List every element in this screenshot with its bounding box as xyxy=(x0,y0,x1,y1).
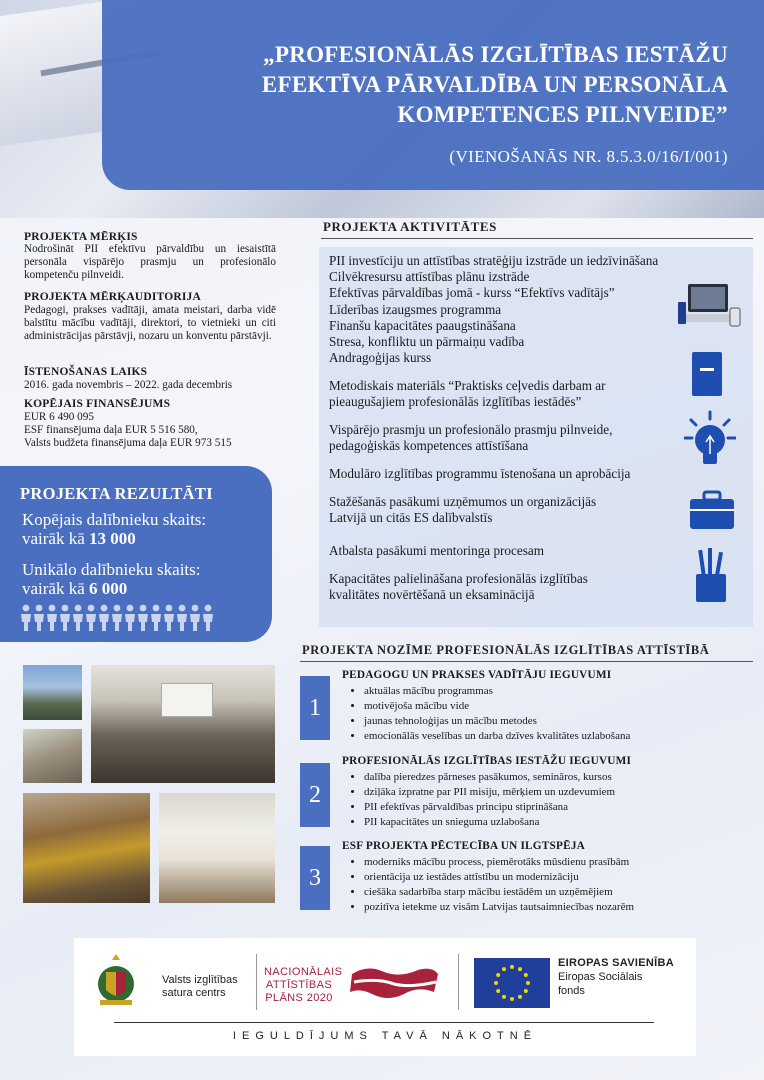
title-line-2: EFEKTĪVA PĀRVALDĪBA UN PERSONĀLA xyxy=(261,72,728,97)
results-total-value xyxy=(22,529,136,548)
presentation-screen xyxy=(161,683,213,717)
time-heading: ĪSTENOŠANAS LAIKS xyxy=(24,366,148,378)
activity-item: Kapacitātes palielināšana profesionālās izglītības xyxy=(329,571,588,586)
eu-star-icon xyxy=(510,965,514,969)
eu-flag-logo xyxy=(474,958,550,1008)
photo-workshop xyxy=(23,729,82,783)
activity-item: Stažēšanās pasākumi uzņēmumos un organizācijās xyxy=(329,494,597,509)
activity-item: pedagoģiskās kompetences attīstīšana xyxy=(329,438,529,453)
activity-item: kvalitātes novērtēšanā un eksaminācijā xyxy=(329,587,535,602)
activities-divider xyxy=(321,238,753,239)
activity-item: Cilvēkresursu attīstības plānu izstrāde xyxy=(329,269,530,284)
footer-rule xyxy=(114,1022,654,1023)
eu-star-icon xyxy=(518,995,522,999)
activity-item: Efektīvas pārvaldības jomā - kurss “Efektīvs vadītājs” xyxy=(329,285,615,300)
eu-star-icon xyxy=(496,989,500,993)
finance-total: EUR 6 490 095 xyxy=(24,411,94,423)
list-item: • motivējoša mācību vide xyxy=(364,699,630,714)
eu-line-3: fonds xyxy=(558,985,585,997)
eu-star-icon xyxy=(494,981,498,985)
activities-heading: PROJEKTA AKTIVITĀTES xyxy=(323,219,497,234)
person-icon xyxy=(190,605,200,631)
results-heading: PROJEKTA REZULTĀTI xyxy=(20,484,213,503)
pencil-cup-icon xyxy=(692,546,732,604)
list-item: • ciešāka sadarbība starp mācību iestādēm un uzņēmējiem xyxy=(364,885,634,900)
results-unique-number: 6 000 xyxy=(89,579,128,598)
block-number: 3 xyxy=(300,846,330,910)
goal-heading: PROJEKTA MĒRĶIS xyxy=(24,231,138,243)
block-title: ESF PROJEKTA PĒCTECĪBA UN ILGTSPĒJA xyxy=(342,840,586,852)
list-item: • PII kapacitātes un snieguma uzlabošana xyxy=(364,815,615,830)
list-item: • dalība pieredzes pārneses pasākumos, semināros, kursos xyxy=(364,770,615,785)
block-list xyxy=(352,770,615,830)
list-item: • orientācija uz iestādes attīstību un modernizāciju xyxy=(364,870,634,885)
time-text: 2016. gada novembris – 2022. gada decembris xyxy=(24,379,233,391)
audience-text: Pedagogi, prakses vadītāji, amata meistari, darba vidē balstītu mācību vadītāji, direktori, to vietnieki un citi administrācijas pārstāvji, nozaru un konventu pārstāvji. xyxy=(24,304,276,342)
person-icon xyxy=(177,605,187,631)
nap-logo xyxy=(348,960,440,1004)
person-icon xyxy=(164,605,174,631)
nap-line-1: NACIONĀLAIS xyxy=(264,966,343,978)
photo-group-outdoor xyxy=(23,665,82,720)
people-icon-row xyxy=(20,604,220,632)
nap-line-3: PLĀNS 2020 xyxy=(265,992,333,1004)
list-item: • emocionālās veselības un darba dzīves kvalitātes uzlabošana xyxy=(364,729,630,744)
eu-star-icon xyxy=(502,995,506,999)
activity-item: Finanšu kapacitātes paaugstināšana xyxy=(329,318,516,333)
laptop-icon xyxy=(676,280,742,336)
title-line-3: KOMPETENCES PILNVEIDE” xyxy=(397,102,728,127)
person-icon xyxy=(112,605,122,631)
page-title xyxy=(168,40,728,130)
footer-divider xyxy=(458,954,459,1010)
block-title: PROFESIONĀLĀS IZGLĪTĪBAS IESTĀŽU IEGUVUMI xyxy=(342,755,632,767)
person-icon xyxy=(21,605,31,631)
eu-star-icon xyxy=(526,981,530,985)
activity-item: pieaugušajiem profesionālās izglītības iestādēs” xyxy=(329,394,582,409)
block-title: PEDAGOGU UN PRAKSES VADĪTĀJU IEGUVUMI xyxy=(342,669,612,681)
results-unique-value xyxy=(22,579,127,598)
results-unique-label: Unikālo dalībnieku skaits: xyxy=(22,560,201,579)
list-item: • pozitīva ietekme uz visām Latvijas tautsaimniecības nozarēm xyxy=(364,900,634,915)
book-icon xyxy=(688,350,726,398)
person-icon xyxy=(86,605,96,631)
slogan: IEGULDĪJUMS TAVĀ NĀKOTNĒ xyxy=(232,1030,538,1042)
nap-line-2: ATTĪSTĪBAS xyxy=(265,979,333,991)
finance-esf: ESF finansējuma daļa EUR 5 516 580, xyxy=(24,424,198,436)
activity-item: Līderības izaugsmes programma xyxy=(329,302,502,317)
activity-item: Atbalsta pasākumi mentoringa procesam xyxy=(329,543,544,558)
activity-item: Stresa, konfliktu un pārmaiņu vadība xyxy=(329,334,525,349)
activity-item: PII investīciju un attīstības stratēģiju izstrāde un iedzīvināšana xyxy=(329,253,659,268)
eu-star-icon xyxy=(510,997,514,1001)
visc-line-2: satura centrs xyxy=(162,987,226,999)
activity-item: Andragoģijas kurss xyxy=(329,350,432,365)
block-list xyxy=(352,855,634,915)
eu-star-icon xyxy=(524,973,528,977)
person-icon xyxy=(138,605,148,631)
photo-cooking-class xyxy=(159,793,275,903)
nap-label xyxy=(264,966,343,1005)
results-unique-prefix: vairāk kā xyxy=(22,579,90,598)
coat-of-arms-logo xyxy=(92,952,140,1008)
results-total-label: Kopējais dalībnieku skaits: xyxy=(22,510,207,529)
person-icon xyxy=(203,605,213,631)
activity-item: Metodiskais materiāls “Praktisks ceļvedis darbam ar xyxy=(329,378,606,393)
person-icon xyxy=(60,605,70,631)
block-list xyxy=(352,684,630,744)
list-item: • jaunas tehnoloģijas un mācību metodes xyxy=(364,714,630,729)
eu-star-icon xyxy=(518,967,522,971)
eu-line-2: Eiropas Sociālais xyxy=(558,971,643,983)
list-item: • PII efektīvas pārvaldības principu stiprināšana xyxy=(364,800,615,815)
activity-item: Latvijā un citās ES dalībvalstīs xyxy=(329,510,493,525)
activity-item: Vispārējo prasmju un profesionālo prasmju pilnveide, xyxy=(329,422,613,437)
header-banner xyxy=(0,0,764,218)
list-item: • dziļāka izpratne par PII misiju, mērķiem un uzdevumiem xyxy=(364,785,615,800)
lightbulb-icon xyxy=(684,410,736,476)
eu-label xyxy=(558,956,674,998)
title-line-1: „PROFESIONĀLĀS IZGLĪTĪBAS IESTĀŽU xyxy=(263,42,728,67)
activity-item: Modulāro izglītības programmu īstenošana un aprobācija xyxy=(329,466,631,481)
audience-heading: PROJEKTA MĒRĶAUDITORIJA xyxy=(24,291,202,303)
person-icon xyxy=(151,605,161,631)
person-icon xyxy=(34,605,44,631)
eu-star-icon xyxy=(496,973,500,977)
results-total-number: 13 000 xyxy=(89,529,136,548)
results-total-prefix: vairāk kā xyxy=(22,529,90,548)
visc-label xyxy=(162,974,238,1000)
person-icon xyxy=(99,605,109,631)
finance-state: Valsts budžeta finansējuma daļa EUR 973 515 xyxy=(24,437,232,449)
goal-text: Nodrošināt PII efektīvu pārvaldību un iesaistītā personāla vispārējo prasmju un profesionālo kompetenču pilnveidi. xyxy=(24,243,276,281)
significance-divider xyxy=(300,661,753,662)
list-item: • moderniks mācību process, piemērotāks mūsdienu prasībām xyxy=(364,855,634,870)
block-number: 2 xyxy=(300,763,330,827)
photo-mining-truck xyxy=(23,793,150,903)
footer-logos xyxy=(74,938,696,1056)
significance-heading: PROJEKTA NOZĪME PROFESIONĀLĀS IZGLĪTĪBAS ATTĪSTĪBĀ xyxy=(302,643,710,657)
eu-star-icon xyxy=(502,967,506,971)
eu-star-icon xyxy=(524,989,528,993)
visc-line-1: Valsts izglītības xyxy=(162,974,238,986)
finance-heading: KOPĒJAIS FINANSĒJUMS xyxy=(24,398,171,410)
footer-divider xyxy=(256,954,257,1010)
agreement-number: (VIENOŠANĀS NR. 8.5.3.0/16/I/001) xyxy=(449,147,728,166)
person-icon xyxy=(73,605,83,631)
list-item: • aktuālas mācību programmas xyxy=(364,684,630,699)
photo-conference-hall xyxy=(91,665,275,783)
person-icon xyxy=(125,605,135,631)
briefcase-icon xyxy=(688,490,736,530)
eu-line-1: EIROPAS SAVIENĪBA xyxy=(558,957,674,969)
block-number: 1 xyxy=(300,676,330,740)
person-icon xyxy=(47,605,57,631)
